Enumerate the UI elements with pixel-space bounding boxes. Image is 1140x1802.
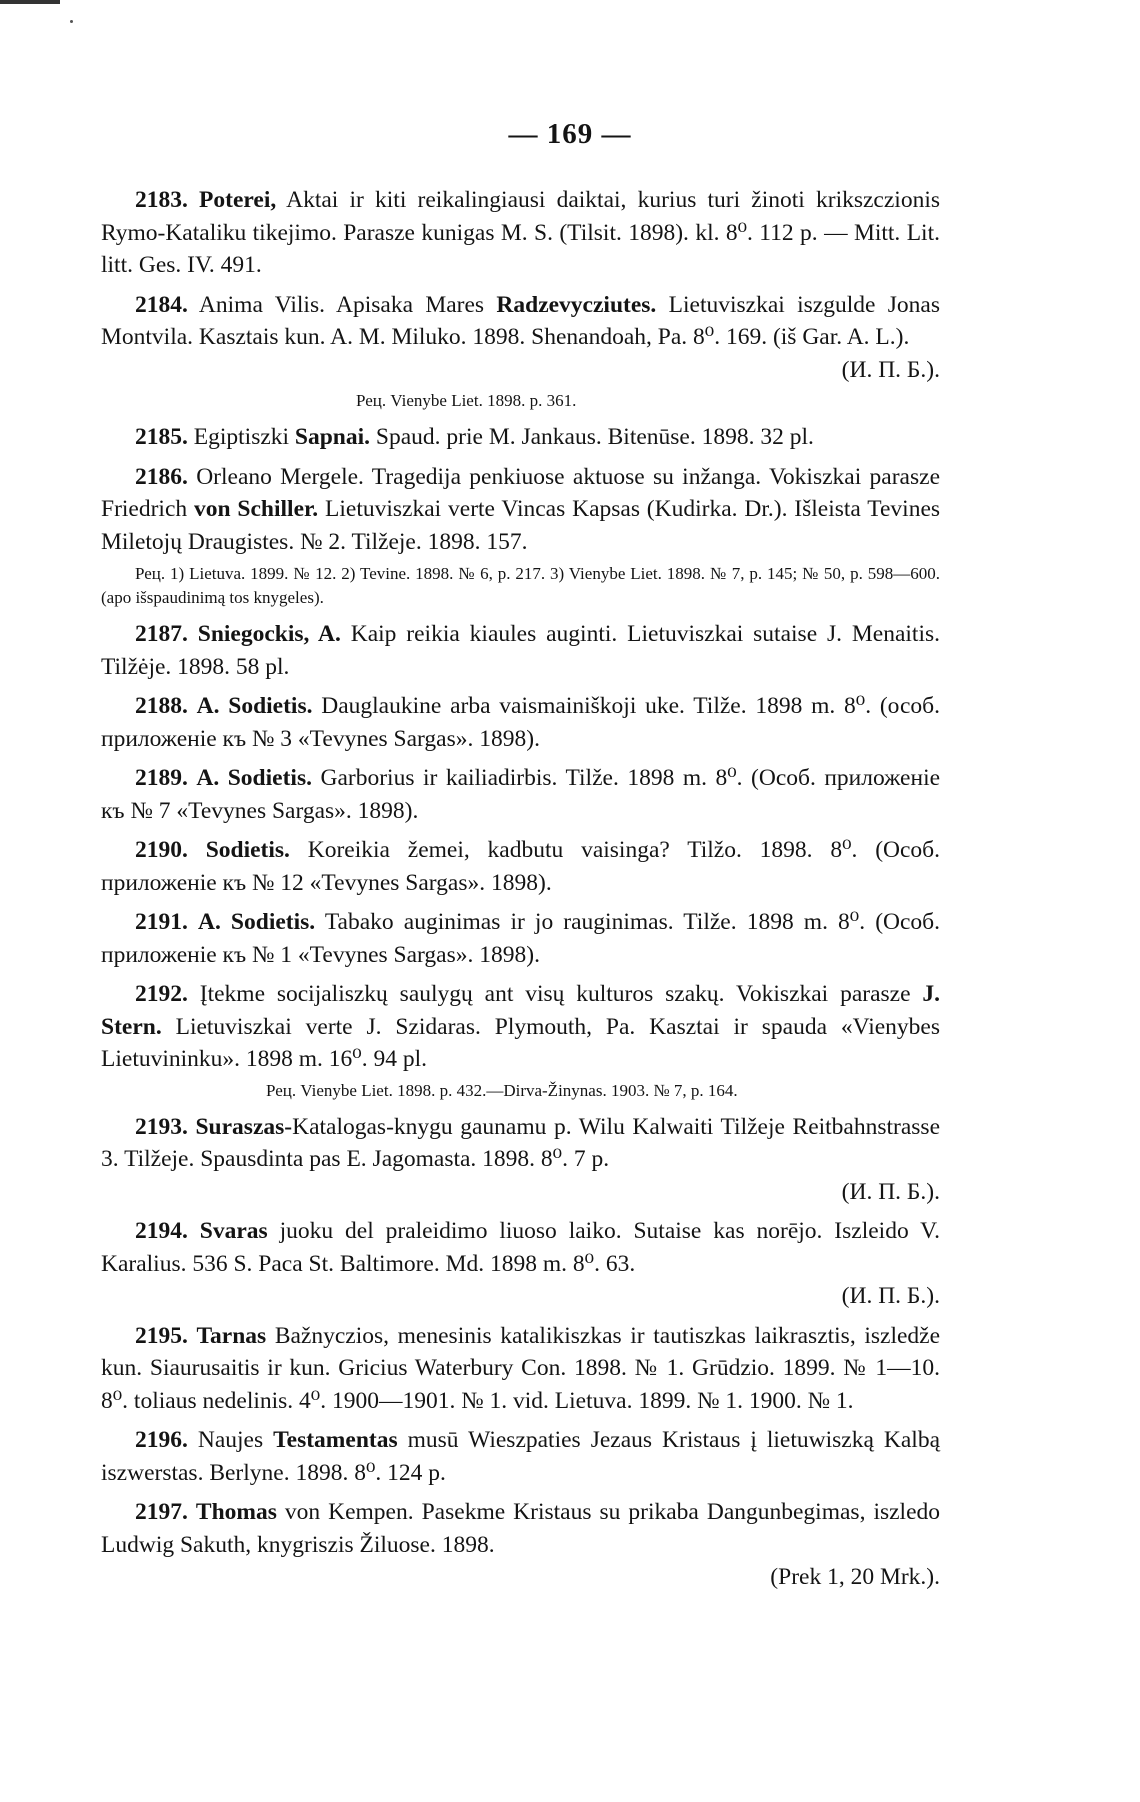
entry-2187 (101, 618, 940, 683)
entry-number: 2187. (135, 621, 188, 647)
entry-author: Thomas (195, 1499, 277, 1525)
entry-number: 2191. (135, 909, 188, 935)
page-number: — 169 — (508, 118, 632, 150)
entry-number: 2184. (135, 291, 188, 318)
entry-text: Naujes (197, 1427, 264, 1453)
entry-number: 2183. (135, 187, 188, 213)
entry-attribution: (И. П. Б.). (841, 1283, 940, 1309)
entry-number: 2196. (135, 1427, 188, 1453)
entry-2194 (101, 1215, 940, 1313)
entry-text: Egiptiszki (193, 424, 290, 450)
entry-2184 (101, 289, 940, 387)
entry-author: Poterei, (199, 187, 277, 213)
review-note: Рец. 1) Lietuva. 1899. № 12. 2) Tevine. 1898. № 6, p. 217. 3) Vienybe Liet. 1898. № 7, p. 145; № 50, p. 598—600. (apo išspaudinimą tos knygeles). (101, 564, 940, 607)
entry-author: A. Sodietis. (196, 693, 313, 719)
entry-2189 (101, 762, 940, 827)
entry-number: 2194. (135, 1218, 188, 1244)
entry-text: Koreikia žemei, kadbutu vaisinga? Tilžo. 1898. 8⁰. (Особ. приложенiе къ № 12 «Tevynes Sargas». 1898). (101, 837, 941, 896)
entry-attribution: (Prek 1, 20 Mrk.). (770, 1564, 940, 1590)
entry-2193 (101, 1111, 940, 1209)
entry-text: Bažnyczios, menesinis katalikiszkas ir tautiszkas laikrasztis, iszledže kun. Siaurusaitis ir kun. Gricius Waterbury Con. 1898. № 1. Grūdzio. 1899. № 1—10. 8⁰. toliaus nedelinis. 4⁰. 1900—1901. № 1. vid. Lietuva. 1899. № 1. 1900. № 1. (101, 1322, 941, 1414)
entry-author: Sniegockis, A. (197, 621, 341, 647)
entry-2197 (101, 1496, 940, 1594)
entry-2183 (101, 184, 940, 282)
entry-2188 (101, 690, 940, 755)
review-note: Рец. Vienybe Liet. 1898. p. 361. (356, 391, 577, 410)
entry-author: A. Sodietis. (197, 909, 316, 935)
entry-author: von Schiller. (194, 496, 319, 522)
entry-number: 2192. (135, 981, 188, 1007)
entry-number: 2186. (135, 463, 188, 490)
review-note: Рец. Vienybe Liet. 1898. p. 432.—Dirva-Žinynas. 1903. № 7, p. 164. (266, 1080, 738, 1100)
entry-title-bold: Sapnai. (294, 424, 371, 450)
entry-text: Įtekme socijaliszkų saulygų ant visų kulturos szakų. Vokiszkai parasze (199, 981, 911, 1007)
entry-author: Sodietis. (205, 837, 290, 863)
entry-number: 2197. (135, 1499, 188, 1525)
entry-text: Katalogas-knygu gaunamu p. Wilu Kalwaiti Tilžeje Reitbahnstrasse 3. Tilžeje. Spausdinta pas E. Jagomasta. 1898. 8⁰. 7 p. (101, 1113, 941, 1172)
entry-text: Aktai ir kiti reikalingiausi daiktai, kurius turi žinoti krikszczionis Rymo-Kataliku tikejimo. Parasze kunigas M. S. (Tilsit. 1898). kl. 8⁰. 112 p. — Mitt. Lit. litt. Ges. IV. 491. (101, 187, 940, 278)
entry-text: Orleano Mergele. Tragedija penkiuose aktuose su inžanga. Vokiszkai parasze Friedrich (101, 463, 940, 522)
entry-text-continued: musū Wieszpaties Jezaus Kristaus į lietuwiszką Kalbą iszwerstas. Berlyne. 1898. 8⁰. 124 p. (101, 1427, 940, 1486)
entry-text: von Kempen. Pasekme Kristaus su prikaba Dangunbegimas, iszledo Ludwig Sakuth, knygriszis Žiluose. 1898. (101, 1499, 941, 1558)
entry-text: Anima Vilis. Apisaka Mares (198, 291, 485, 318)
entry-2186 (101, 461, 940, 559)
entry-2185 (101, 421, 940, 454)
entry-number: 2188. (135, 693, 188, 719)
scan-dust-mark (70, 20, 73, 23)
entry-author: Tarnas (196, 1322, 267, 1349)
entry-text: Dauglaukine arba vaismainiškoji uke. Tilže. 1898 m. 8⁰. (особ. приложенiе къ № 3 «Tevynes Sargas». 1898). (101, 693, 940, 752)
entry-text: juoku del praleidimo liuoso laiko. Sutaise kas norējo. Iszleido V. Karalius. 536 S. Paca St. Baltimore. Md. 1898 m. 8⁰. 63. (101, 1218, 940, 1277)
entry-text: Garborius ir kailiadirbis. Tilže. 1898 m. 8⁰. (Особ. приложенiе къ № 7 «Tevynes Sargas». 1898). (101, 765, 941, 824)
entry-author: Radzevycziutes. (496, 291, 657, 318)
entry-2195 (101, 1320, 940, 1418)
scan-edge-mark (0, 0, 60, 4)
entry-attribution: (И. П. Б.). (841, 356, 940, 383)
entry-author: Svaras (199, 1218, 268, 1244)
entry-number: 2185. (135, 424, 188, 450)
entry-number: 2195. (135, 1322, 188, 1349)
entry-2196 (101, 1424, 940, 1489)
entry-2191 (101, 906, 940, 971)
entry-attribution: (И. П. Б.). (841, 1178, 940, 1205)
entry-number: 2193. (135, 1113, 188, 1140)
bibliography-list (101, 184, 940, 1601)
entry-text: Tabako auginimas ir jo rauginimas. Tilže. 1898 m. 8⁰. (Особ. приложенiе къ № 1 «Tevynes Sargas». 1898). (101, 909, 940, 968)
entry-text-continued: Lietuviszkai iszgulde Jonas Montvila. Kasztais kun. A. M. Miluko. 1898. Shenandoah, Pa. 8⁰. 169. (iš Gar. A. L.). (101, 291, 941, 350)
entry-title-bold: Testamentas (273, 1427, 398, 1453)
entry-number: 2190. (135, 837, 188, 863)
entry-text: Kaip reikia kiaules auginti. Lietuviszkai sutaise J. Menaitis. Tilžėje. 1898. 58 pl. (101, 621, 941, 680)
entry-2192 (101, 978, 940, 1076)
entry-number: 2189. (135, 765, 188, 791)
entry-author: A. Sodietis. (196, 765, 312, 791)
entry-author: Suraszas- (195, 1113, 293, 1140)
entry-text-continued: Lietuviszkai verte J. Szidaras. Plymouth, Pa. Kasztai ir spauda «Vienybes Lietuvininku». 1898 m. 16⁰. 94 pl. (101, 1013, 940, 1072)
entry-author: J. Stern. (101, 981, 941, 1040)
entry-text-continued: Spaud. prie M. Jankaus. Bitenūse. 1898. 32 pl. (375, 424, 814, 450)
entry-2190 (101, 834, 940, 899)
entry-text-continued: Lietuviszkai verte Vincas Kapsas (Kudirka. Dr.). Išleista Tevines Miletojų Draugistes. № 2. Tilžeje. 1898. 157. (101, 496, 941, 555)
